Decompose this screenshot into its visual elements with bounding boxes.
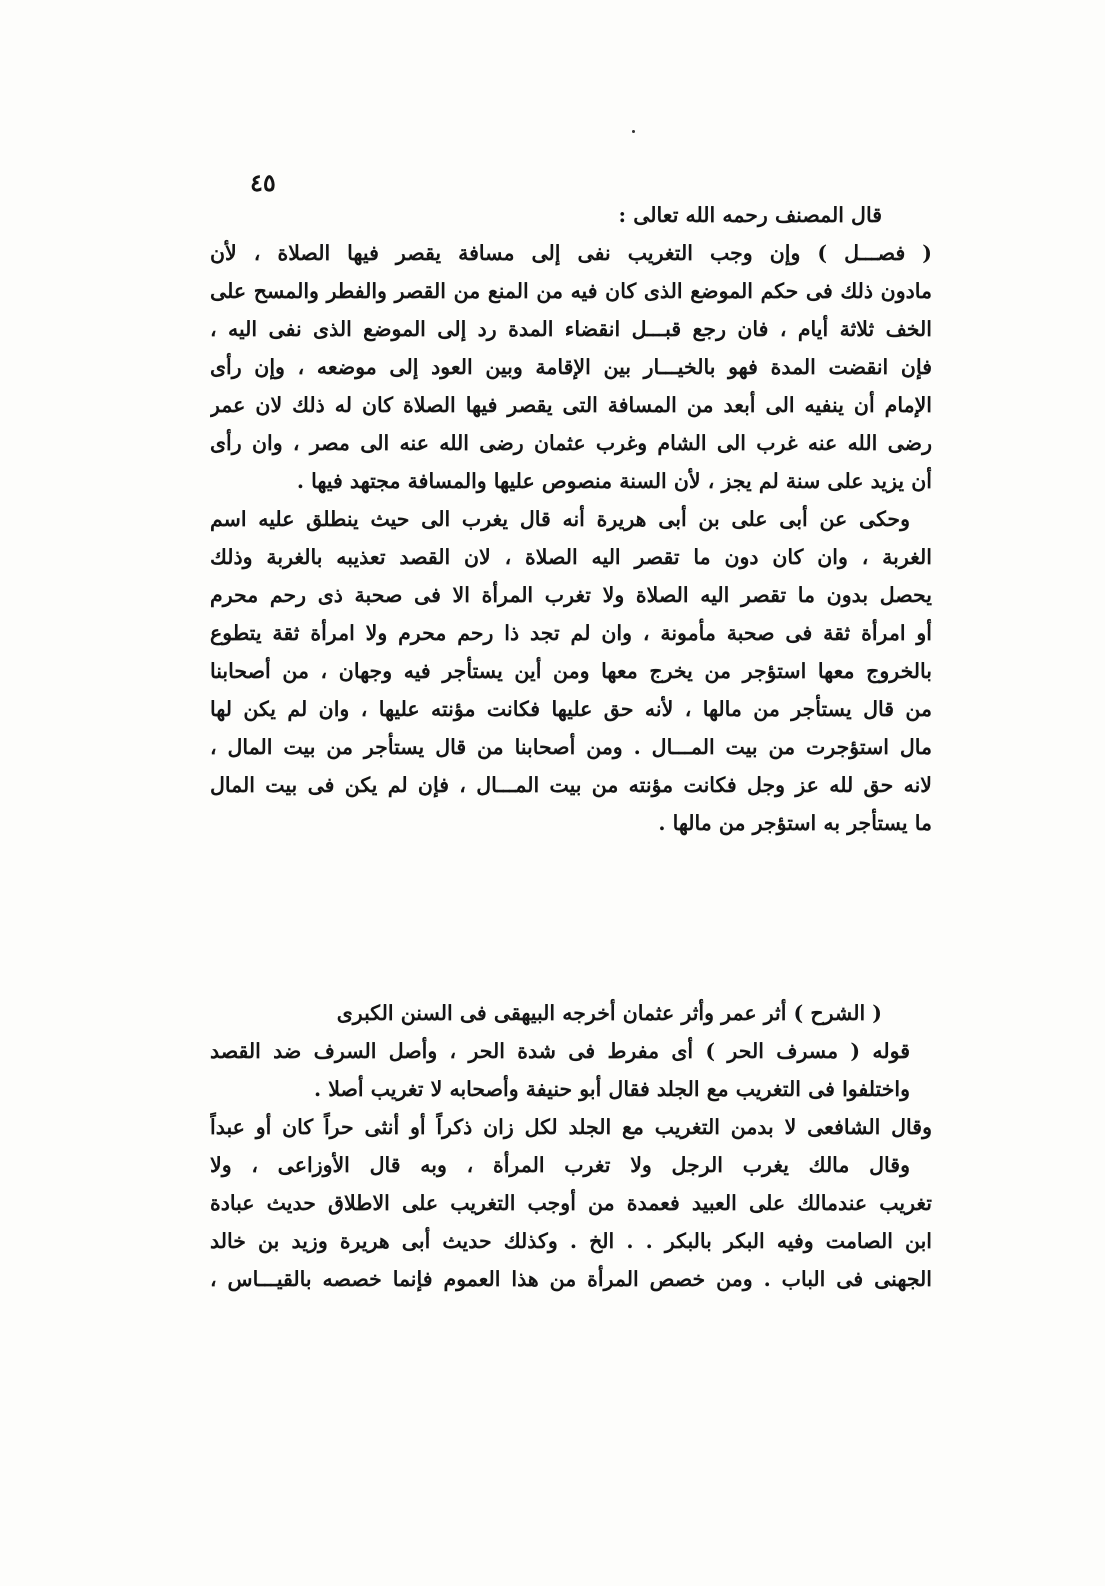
matn-line: ( فصـــل ) وإن وجب التغريب نفى إلى مسافة يقصر فيها الصلاة ، لأن: [210, 241, 932, 265]
page-number: ٤٥: [250, 168, 276, 197]
matn-line: أن يزيد على سنة لم يجز ، لأن السنة منصوص عليها والمسافة مجتهد فيها .: [296, 469, 932, 493]
matn-line: الإمام أن ينفيه الى أبعد من المسافة التى يقصر فيها الصلاة كان له ذلك لان عمر: [210, 393, 932, 417]
matn-line: يحصل بدون ما تقصر اليه الصلاة ولا تغرب المرأة الا فى صحبة ذى رحم محرم: [210, 583, 932, 607]
matn-line: الغربة ، وان كان دون ما تقصر اليه الصلاة ، لان القصد تعذيبه بالغربة وذلك: [210, 545, 932, 569]
matn-line: ما يستأجر به استؤجر من مالها .: [658, 811, 932, 835]
sharh-line: ابن الصامت وفيه البكر بالبكر . . الخ . وكذلك حديث أبى هريرة وزيد بن خالد: [210, 1229, 932, 1253]
ink-dot: [632, 130, 635, 133]
matn-heading: قال المصنف رحمه الله تعالى :: [618, 203, 882, 227]
matn-line: لانه حق لله عز وجل فكانت مؤنته من بيت المـــال ، فإن لم يكن فى بيت المال: [210, 773, 932, 797]
matn-text-block: [210, 196, 932, 842]
sharh-line: قوله ( مسرف الحر ) أى مفرط فى شدة الحر ، وأصل السرف ضد القصد: [210, 1039, 910, 1063]
matn-line: وحكى عن أبى على بن أبى هريرة أنه قال يغرب الى حيث ينطلق عليه اسم: [210, 507, 910, 531]
matn-line: فإن انقضت المدة فهو بالخيـــار بين الإقامة وبين العود إلى موضعه ، وإن رأى: [210, 355, 932, 379]
matn-line: أو امرأة ثقة فى صحبة مأمونة ، وان لم تجد ذا رحم محرم ولا امرأة ثقة يتطوع: [210, 621, 932, 645]
matn-line: رضى الله عنه غرب الى الشام وغرب عثمان رضى الله عنه الى مصر ، وان رأى: [210, 431, 932, 455]
matn-line: مال استؤجرت من بيت المـــال . ومن أصحابنا من قال يستأجر من بيت المال ،: [210, 735, 932, 759]
sharh-line: الجهنى فى الباب . ومن خصص المرأة من هذا العموم فإنما خصصه بالقيـــاس ،: [210, 1267, 932, 1291]
matn-line: من قال يستأجر من مالها ، لأنه حق عليها فكانت مؤنته عليها ، وان لم يكن لها: [210, 697, 932, 721]
sharh-line: وقال مالك يغرب الرجل ولا تغرب المرأة ، وبه قال الأوزاعى ، ولا: [210, 1153, 910, 1177]
sharh-line: تغريب عندمالك على العبيد فعمدة من أوجب التغريب على الاطلاق حديث عبادة: [210, 1191, 932, 1215]
matn-line: مادون ذلك فى حكم الموضع الذى كان فيه من المنع من القصر والفطر والمسح على: [210, 279, 932, 303]
matn-line: الخف ثلاثة أيام ، فان رجع قبـــل انقضاء المدة رد إلى الموضع الذى نفى اليه ،: [210, 317, 932, 341]
sharh-heading-line: ( الشرح ) أثر عمر وأثر عثمان أخرجه البيهقى فى السنن الكبرى: [336, 1001, 882, 1025]
matn-line: بالخروج معها استؤجر من يخرج معها ومن أين يستأجر فيه وجهان ، من أصحابنا: [210, 659, 932, 683]
sharh-line: واختلفوا فى التغريب مع الجلد فقال أبو حنيفة وأصحابه لا تغريب أصلا .: [314, 1077, 910, 1101]
sharh-line: وقال الشافعى لا بدمن التغريب مع الجلد لكل زان ذكراً أو أنثى حراً كان أو عبداً: [210, 1115, 932, 1139]
sharh-text-block: [210, 994, 932, 1298]
